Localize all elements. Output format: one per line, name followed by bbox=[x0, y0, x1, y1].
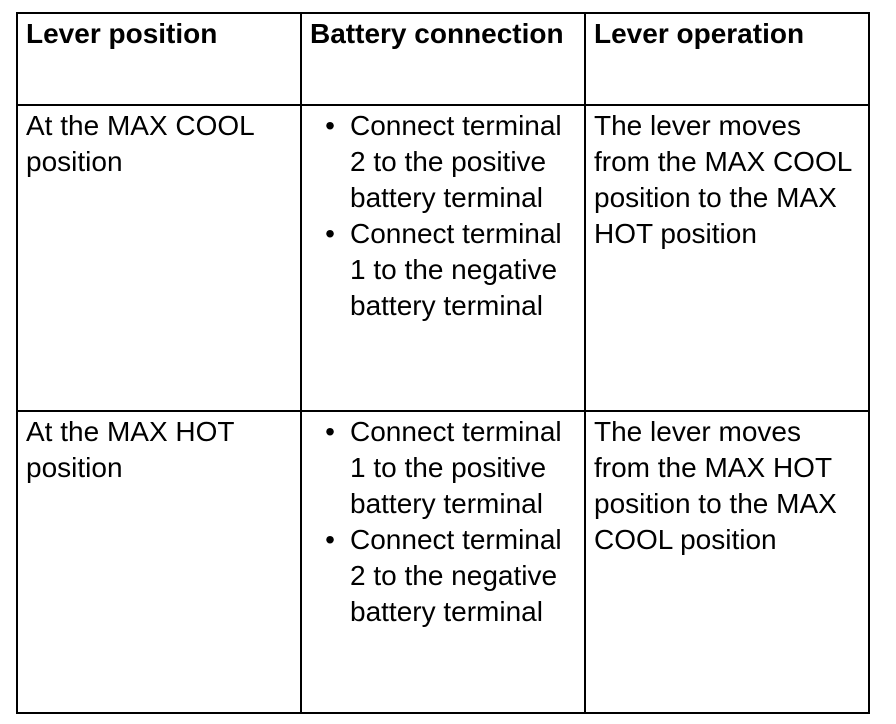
battery-connection-list bbox=[310, 414, 576, 630]
header-battery-connection: Battery connection bbox=[301, 13, 585, 105]
list-item-text: Connect terminal 2 to the negative battery terminal bbox=[350, 524, 562, 627]
table-row bbox=[17, 411, 869, 713]
cell-lever-position: At the MAX HOT position bbox=[17, 411, 301, 713]
list-item bbox=[310, 108, 576, 216]
bullet-icon: • bbox=[325, 110, 335, 141]
table-header-row bbox=[17, 13, 869, 105]
list-item-text: Connect terminal 1 to the positive battery terminal bbox=[350, 416, 562, 519]
lever-operation-table bbox=[16, 12, 870, 714]
list-item bbox=[310, 216, 576, 324]
cell-battery-connection bbox=[301, 411, 585, 713]
bullet-icon: • bbox=[325, 524, 335, 555]
cell-lever-operation: The lever moves from the MAX COOL position to the MAX HOT position bbox=[585, 105, 869, 411]
list-item-text: Connect terminal 2 to the positive battery terminal bbox=[350, 110, 562, 213]
header-lever-position: Lever position bbox=[17, 13, 301, 105]
header-lever-operation: Lever operation bbox=[585, 13, 869, 105]
battery-connection-list bbox=[310, 108, 576, 324]
cell-lever-position: At the MAX COOL position bbox=[17, 105, 301, 411]
cell-battery-connection bbox=[301, 105, 585, 411]
table-row bbox=[17, 105, 869, 411]
cell-lever-operation: The lever moves from the MAX HOT position to the MAX COOL position bbox=[585, 411, 869, 713]
bullet-icon: • bbox=[325, 218, 335, 249]
list-item bbox=[310, 522, 576, 630]
bullet-icon: • bbox=[325, 416, 335, 447]
list-item-text: Connect terminal 1 to the negative battery terminal bbox=[350, 218, 562, 321]
list-item bbox=[310, 414, 576, 522]
